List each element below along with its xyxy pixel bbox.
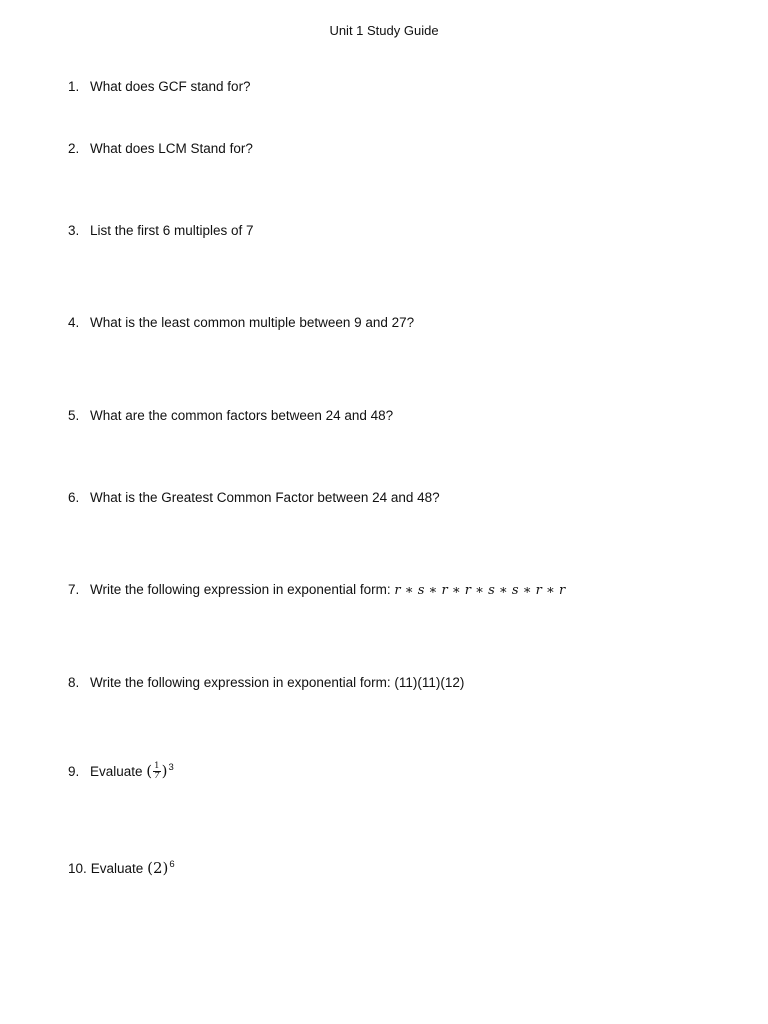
question-text: List the first 6 multiples of 7 <box>90 223 254 238</box>
math-expression: r ∗ s ∗ r ∗ r ∗ s ∗ s ∗ r ∗ r <box>394 583 566 598</box>
question-text: Write the following expression in exponential form: (11)(11)(12) <box>90 675 465 690</box>
question-number: 5. <box>68 408 80 423</box>
question-text: Evaluate <box>90 764 147 779</box>
question-text: What does LCM Stand for? <box>90 141 253 156</box>
question-text: Evaluate <box>90 861 148 876</box>
question-1 <box>68 78 251 96</box>
question-text: Write the following expression in exponential form: <box>90 582 395 597</box>
fraction <box>153 762 160 781</box>
question-8 <box>68 674 464 692</box>
question-number: 8. <box>68 675 80 690</box>
question-number: 1. <box>68 79 80 94</box>
question-6 <box>68 489 440 507</box>
question-number: 10. <box>68 861 87 876</box>
exponent: 6 <box>169 859 175 870</box>
question-text: What is the Greatest Common Factor between 24 and 48? <box>90 490 440 505</box>
exponent: 3 <box>168 762 174 773</box>
fraction-numerator: 1 <box>154 760 160 771</box>
document-title: Unit 1 Study Guide <box>329 23 439 38</box>
question-number: 3. <box>68 223 80 238</box>
base-value: 2 <box>152 859 163 877</box>
question-4 <box>68 314 414 332</box>
question-10 <box>68 856 175 878</box>
open-paren: ( <box>147 859 153 877</box>
question-number: 7. <box>68 582 80 597</box>
question-number: 6. <box>68 490 80 505</box>
question-text: What is the least common multiple between 9 and 27? <box>90 315 415 330</box>
question-number: 2. <box>68 141 80 156</box>
fraction-denominator: 7 <box>154 770 160 781</box>
close-paren: ) <box>162 859 169 877</box>
question-3 <box>68 222 254 240</box>
question-2 <box>68 140 253 158</box>
question-text: What are the common factors between 24 and 48? <box>90 408 394 423</box>
question-9 <box>68 759 174 782</box>
open-paren: ( <box>146 762 153 780</box>
question-number: 9. <box>68 764 80 779</box>
question-text: What does GCF stand for? <box>90 79 251 94</box>
question-7 <box>68 581 565 600</box>
question-number: 4. <box>68 315 80 330</box>
question-5 <box>68 407 393 425</box>
close-paren: ) <box>161 762 168 780</box>
